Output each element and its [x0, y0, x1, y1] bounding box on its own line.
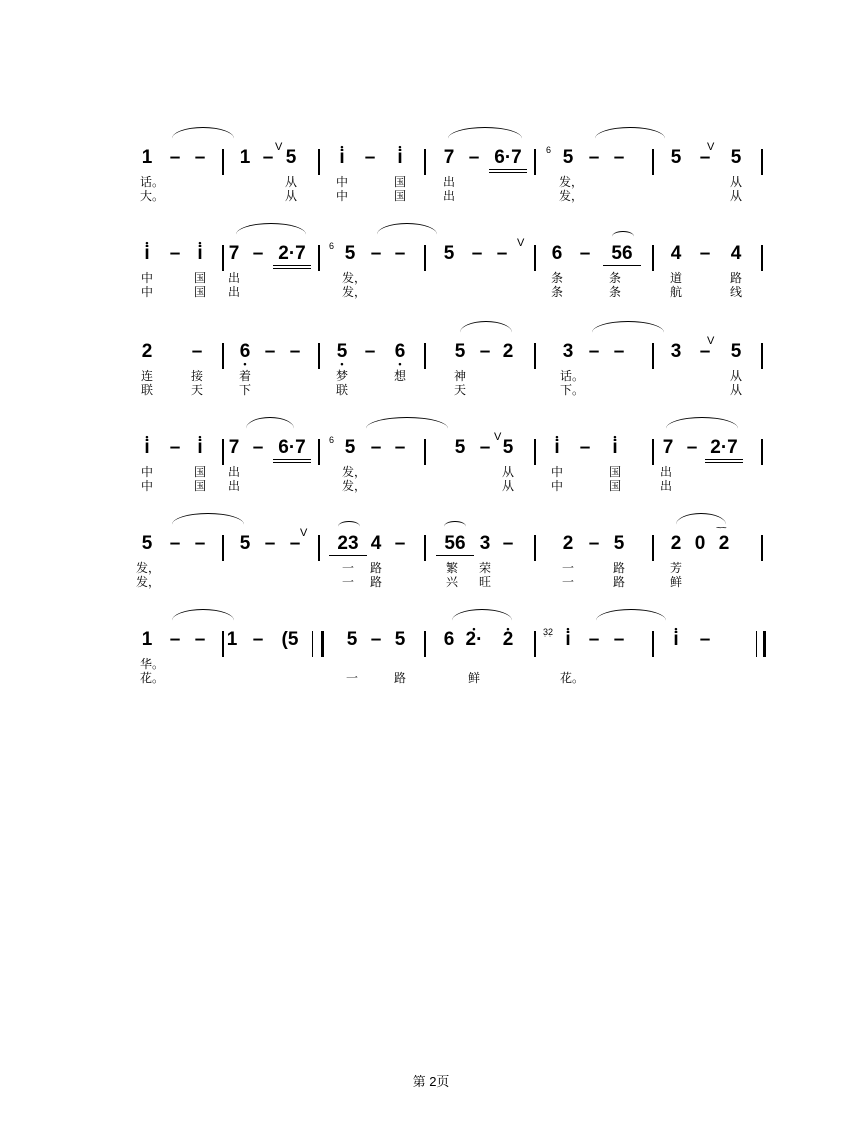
- note: • i: [664, 629, 688, 651]
- lyric: 路: [612, 575, 625, 589]
- grace-note: 6: [329, 241, 335, 251]
- note: 2: [141, 341, 153, 362]
- lyric: 出: [659, 465, 672, 479]
- lyric: 中: [335, 189, 348, 203]
- note: 5: [502, 437, 514, 458]
- lyric: 国: [608, 465, 621, 479]
- score-system-5: [0, 503, 862, 593]
- note: –: [370, 629, 382, 650]
- lyric: 中: [140, 271, 153, 285]
- note: –: [264, 341, 276, 362]
- note: –: [191, 341, 203, 362]
- barline: [761, 439, 763, 465]
- note: –: [169, 147, 181, 168]
- lyric: 国: [193, 479, 206, 493]
- note: 1: [239, 147, 251, 168]
- note: –: [699, 629, 711, 650]
- barline: [222, 149, 224, 175]
- lyric: 兴: [445, 575, 458, 589]
- barline: [424, 245, 426, 271]
- note: –: [699, 147, 711, 168]
- lyric: 下: [238, 383, 251, 397]
- barline: [761, 535, 763, 561]
- barline: [652, 535, 654, 561]
- note: 4: [370, 533, 382, 554]
- notes-row: [0, 431, 862, 461]
- barline: [761, 343, 763, 369]
- barline: [424, 535, 426, 561]
- lyric: 国: [608, 479, 621, 493]
- lyric: 中: [140, 479, 153, 493]
- note: –: [264, 533, 276, 554]
- lyric: 话。: [140, 175, 165, 189]
- note: • 2: [496, 629, 520, 651]
- lyric: 发，: [342, 465, 367, 479]
- lyric: 从: [501, 479, 514, 493]
- barline: [318, 245, 320, 271]
- lyric: 国: [393, 175, 406, 189]
- score-system-4: [0, 407, 862, 497]
- note: 4: [730, 243, 742, 264]
- barline: [222, 535, 224, 561]
- barline: [424, 343, 426, 369]
- barline: [424, 439, 426, 465]
- lyric: 国: [193, 271, 206, 285]
- lyric: 航: [669, 285, 682, 299]
- final-barline: [756, 631, 766, 657]
- note: 5: [613, 533, 625, 554]
- lyric: 出: [227, 285, 240, 299]
- note: (5: [281, 629, 299, 650]
- note: 6: [443, 629, 455, 650]
- breath-mark: V: [517, 237, 525, 249]
- lyric: 旺: [478, 575, 491, 589]
- lyric: 从: [729, 369, 742, 383]
- lyric: 从: [284, 189, 297, 203]
- lyric: 中: [140, 465, 153, 479]
- note: –: [252, 437, 264, 458]
- lyrics-verse-1: [0, 561, 862, 575]
- note: 5: [730, 147, 742, 168]
- lyrics-verse-1: [0, 465, 862, 479]
- score-system-2: [0, 213, 862, 303]
- lyrics-verse-1: [0, 271, 862, 285]
- note: 5: [670, 147, 682, 168]
- lyric: 下。: [560, 383, 585, 397]
- grace-note: 3̣2̣: [543, 627, 554, 637]
- lyric: 中: [140, 285, 153, 299]
- note: 1: [141, 147, 153, 168]
- note: 5 •: [330, 341, 354, 363]
- note: –: [699, 341, 711, 362]
- note: –: [579, 243, 591, 264]
- lyric: 鲜: [467, 671, 480, 685]
- note: 3: [670, 341, 682, 362]
- note: 5: [454, 341, 466, 362]
- note: 3: [562, 341, 574, 362]
- note: 4: [670, 243, 682, 264]
- lyric: 出: [442, 175, 455, 189]
- note: 2: [562, 533, 574, 554]
- lyrics-verse-1: [0, 657, 862, 671]
- lyrics-verse-2: [0, 189, 862, 203]
- lyric: 一: [561, 561, 574, 575]
- note: –: [496, 243, 508, 264]
- lyric: 条: [550, 271, 563, 285]
- note: –: [502, 533, 514, 554]
- note: 5: [344, 243, 356, 264]
- note: • i: [188, 437, 212, 459]
- lyric: 发，: [342, 285, 367, 299]
- note: –: [194, 629, 206, 650]
- lyric: 发，: [136, 575, 161, 589]
- note: –: [613, 147, 625, 168]
- note: 2: [502, 341, 514, 362]
- slur-mark: [444, 521, 466, 532]
- note: –: [169, 437, 181, 458]
- barline: [761, 245, 763, 271]
- note: 7: [228, 437, 240, 458]
- note: • i: [135, 437, 159, 459]
- note: –: [394, 243, 406, 264]
- barline: [424, 149, 426, 175]
- lyric: 国: [193, 285, 206, 299]
- lyric: 花。: [140, 671, 165, 685]
- lyric: 从: [729, 189, 742, 203]
- note: 7: [443, 147, 455, 168]
- lyric: 中: [550, 479, 563, 493]
- note: 6: [551, 243, 563, 264]
- lyric: 路: [729, 271, 742, 285]
- lyric: 荣: [478, 561, 491, 575]
- note: • i: [603, 437, 627, 459]
- note: –: [370, 437, 382, 458]
- repeat-barline: [312, 631, 324, 657]
- note: –: [252, 629, 264, 650]
- note: • i: [545, 437, 569, 459]
- lyric: 道: [669, 271, 682, 285]
- breath-mark: V: [275, 141, 283, 153]
- note: –: [588, 147, 600, 168]
- lyric: 从: [501, 465, 514, 479]
- page-number: 第 2页: [412, 1074, 450, 1089]
- lyric: 联: [140, 383, 153, 397]
- lyric: 梦: [335, 369, 348, 383]
- lyrics-verse-2: [0, 575, 862, 589]
- lyrics-verse-2: [0, 671, 862, 685]
- barline: [534, 631, 536, 657]
- lyric: 中: [335, 175, 348, 189]
- lyric: 路: [369, 575, 382, 589]
- barline: [424, 631, 426, 657]
- lyric: 话。: [560, 369, 585, 383]
- note: –: [289, 533, 301, 554]
- barline: [318, 439, 320, 465]
- lyric: 接: [190, 369, 203, 383]
- note: 1: [141, 629, 153, 650]
- note: –: [468, 147, 480, 168]
- barline: [652, 631, 654, 657]
- notes-row: [0, 629, 862, 653]
- lyric: 繁: [445, 561, 458, 575]
- note: –: [194, 147, 206, 168]
- note: • 2·: [462, 629, 486, 651]
- lyrics-verse-1: [0, 175, 862, 189]
- lyric: 线: [729, 285, 742, 299]
- barline: [761, 149, 763, 175]
- note: –: [364, 341, 376, 362]
- breath-mark: V: [707, 141, 715, 153]
- note: 5: [730, 341, 742, 362]
- note: 5: [344, 437, 356, 458]
- lyric: 路: [369, 561, 382, 575]
- note: 2·7: [705, 437, 743, 463]
- notes-row: [0, 141, 862, 171]
- note: 5: [346, 629, 358, 650]
- note: –: [699, 243, 711, 264]
- note: –: [613, 629, 625, 650]
- breath-mark: V: [300, 527, 308, 539]
- slur-mark: [612, 231, 634, 242]
- lyric: 从: [729, 175, 742, 189]
- lyric: 一: [345, 671, 358, 685]
- notes-row: [0, 523, 862, 557]
- barline: [318, 343, 320, 369]
- note: –: [289, 341, 301, 362]
- lyric: 华。: [140, 657, 165, 671]
- lyric: 路: [393, 671, 406, 685]
- note: 56: [436, 533, 474, 556]
- barline: [652, 343, 654, 369]
- barline: [534, 535, 536, 561]
- lyric: 着: [238, 369, 251, 383]
- note: –: [370, 243, 382, 264]
- note: 5: [239, 533, 251, 554]
- lyric: 出: [227, 465, 240, 479]
- lyric: 连: [140, 369, 153, 383]
- note: 6 •: [388, 341, 412, 363]
- lyric: 发，: [136, 561, 161, 575]
- note: –: [613, 341, 625, 362]
- lyric: 一: [561, 575, 574, 589]
- lyrics-verse-2: [0, 479, 862, 493]
- lyric: 条: [550, 285, 563, 299]
- lyric: 发，: [342, 479, 367, 493]
- note: –: [479, 437, 491, 458]
- note: • i: [388, 147, 412, 169]
- note: 2·7: [273, 243, 311, 269]
- lyric: 天: [453, 383, 466, 397]
- note: –: [479, 341, 491, 362]
- note: –: [579, 437, 591, 458]
- note: • i: [188, 243, 212, 265]
- lyric: 中: [550, 465, 563, 479]
- lyric: 从: [284, 175, 297, 189]
- lyric: 神: [453, 369, 466, 383]
- note: –: [262, 147, 274, 168]
- barline: [534, 439, 536, 465]
- lyric: 一: [341, 575, 354, 589]
- note: • i: [330, 147, 354, 169]
- note: 5: [454, 437, 466, 458]
- barline: [222, 343, 224, 369]
- note: 5: [285, 147, 297, 168]
- note: –: [252, 243, 264, 264]
- note: 23: [329, 533, 367, 556]
- note: 0: [694, 533, 706, 554]
- lyric: 国: [393, 189, 406, 203]
- lyric: 花。: [560, 671, 585, 685]
- trill-mark: ~~: [716, 523, 726, 534]
- note: –: [588, 629, 600, 650]
- lyric: 大。: [140, 189, 165, 203]
- lyric: 出: [227, 479, 240, 493]
- lyric: 国: [193, 465, 206, 479]
- score-system-1: [0, 117, 862, 207]
- lyric: 发，: [559, 175, 584, 189]
- score-system-6: [0, 599, 862, 689]
- note: 5: [443, 243, 455, 264]
- barline: [534, 343, 536, 369]
- note: 7: [228, 243, 240, 264]
- note: • i: [135, 243, 159, 265]
- grace-note: 6: [329, 435, 335, 445]
- slur-mark: [338, 521, 360, 532]
- note: • i: [556, 629, 580, 651]
- note: –: [471, 243, 483, 264]
- lyric: 从: [729, 383, 742, 397]
- barline: [318, 149, 320, 175]
- lyric: 出: [442, 189, 455, 203]
- lyric: 发，: [559, 189, 584, 203]
- lyric: 条: [608, 271, 621, 285]
- note: 2: [670, 533, 682, 554]
- barline: [652, 149, 654, 175]
- note: –: [588, 341, 600, 362]
- note: 5: [141, 533, 153, 554]
- lyrics-verse-2: [0, 383, 862, 397]
- score-system-3: [0, 311, 862, 401]
- lyric: 想: [393, 369, 406, 383]
- lyric: 路: [612, 561, 625, 575]
- lyric: 发，: [342, 271, 367, 285]
- note: 6 •: [233, 341, 257, 363]
- barline: [652, 439, 654, 465]
- note: –: [169, 629, 181, 650]
- lyric: 条: [608, 285, 621, 299]
- note: –: [169, 533, 181, 554]
- notes-row: [0, 237, 862, 267]
- breath-mark: V: [707, 335, 715, 347]
- note: –: [169, 243, 181, 264]
- lyric: 一: [341, 561, 354, 575]
- note: –: [364, 147, 376, 168]
- note: –: [394, 533, 406, 554]
- note: 3: [479, 533, 491, 554]
- note: 6·7: [273, 437, 311, 463]
- lyrics-verse-2: [0, 285, 862, 299]
- lyric: 联: [335, 383, 348, 397]
- note: 5: [394, 629, 406, 650]
- barline: [652, 245, 654, 271]
- barline: [318, 535, 320, 561]
- lyric: 出: [659, 479, 672, 493]
- note: 6·7: [489, 147, 527, 173]
- grace-note: 6: [546, 145, 552, 155]
- note: 56: [603, 243, 641, 266]
- breath-mark: V: [494, 431, 502, 443]
- note: –: [394, 437, 406, 458]
- barline: [534, 149, 536, 175]
- note: 7: [662, 437, 674, 458]
- lyrics-verse-1: [0, 369, 862, 383]
- lyric: 鲜: [669, 575, 682, 589]
- note: 2: [718, 533, 730, 554]
- lyric: 出: [227, 271, 240, 285]
- note: 1: [226, 629, 238, 650]
- note: –: [686, 437, 698, 458]
- note: –: [588, 533, 600, 554]
- notes-row: [0, 335, 862, 365]
- barline: [534, 245, 536, 271]
- note: 5: [562, 147, 574, 168]
- lyric: 芳: [669, 561, 682, 575]
- lyric: 天: [190, 383, 203, 397]
- note: –: [194, 533, 206, 554]
